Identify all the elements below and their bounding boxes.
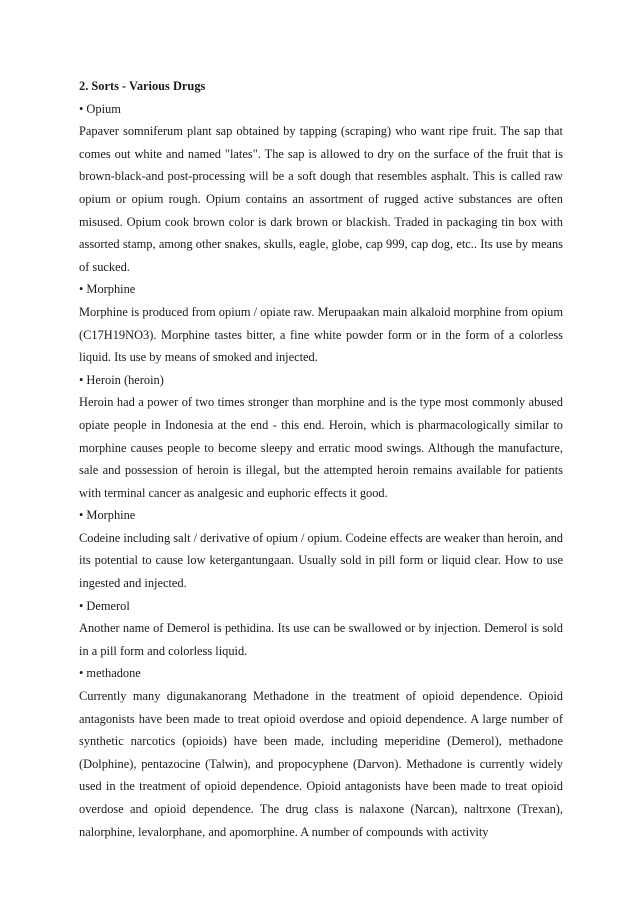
- document-body: [79, 75, 563, 843]
- paragraph-methadone: Currently many digunakanorang Methadone in the treatment of opioid dependence. Opioid antagonists have been made to treat opioid overdose and opioid dependence. A large number of synthetic narcotics (opioids) have been made, including meperidine (Demerol), methadone (Dolphine), pentazocine (Talwin), and propocyphene (Darvon). Methadone is currently widely used in the treatment of opioid dependence. Opioid antagonists have been made to treat opioid overdose and opioid dependence. The drug class is nalaxone (Narcan), naltrxone (Trexan), nalorphine, levalorphane, and apomorphine. A number of compounds with activity: [79, 689, 563, 839]
- bullet-heroin: • Heroin (heroin): [79, 372, 164, 387]
- bullet-morphine: • Morphine: [79, 282, 136, 297]
- bullet-opium: • Opium: [79, 101, 121, 116]
- bullet-codeine: • Morphine: [79, 508, 136, 523]
- paragraph-opium: Papaver somniferum plant sap obtained by tapping (scraping) who want ripe fruit. The sap that comes out white and named "lates". The sap is allowed to dry on the surface of the fruit that is brown-black-and post-processing will be a soft dough that resembles asphalt. This is called raw opium or opium rough. Opium contains an assortment of rugged active substances are often misused. Opium cook brown color is dark brown or blackish. Traded in packaging tin box with assorted stamp, among other snakes, skulls, eagle, globe, cap 999, cap dog, etc.. Its use by means of sucked.: [79, 124, 563, 274]
- paragraph-demerol: Another name of Demerol is pethidina. Its use can be swallowed or by injection. Demerol is sold in a pill form and colorless liquid.: [79, 621, 563, 658]
- section-heading: 2. Sorts - Various Drugs: [79, 79, 206, 93]
- paragraph-codeine: Codeine including salt / derivative of opium / opium. Codeine effects are weaker than heroin, and its potential to cause low ketergantungaan. Usually sold in pill form or liquid clear. How to use ingested and injected.: [79, 530, 563, 591]
- paragraph-heroin: Heroin had a power of two times stronger than morphine and is the type most commonly abused opiate people in Indonesia at the end - this end. Heroin, which is pharmacologically similar to morphine causes people to become sleepy and erratic mood swings. Although the manufacture, sale and possession of heroin is illegal, but the attempted heroin remains available for patients with terminal cancer as analgesic and euphoric effects it good.: [79, 395, 563, 500]
- bullet-methadone: • methadone: [79, 666, 141, 681]
- paragraph-morphine: Morphine is produced from opium / opiate raw. Merupaakan main alkaloid morphine from opium (C17H19NO3). Morphine tastes bitter, a fine white powder form or in the form of a colorless liquid. Its use by means of smoked and injected.: [79, 304, 563, 365]
- bullet-demerol: • Demerol: [79, 598, 130, 613]
